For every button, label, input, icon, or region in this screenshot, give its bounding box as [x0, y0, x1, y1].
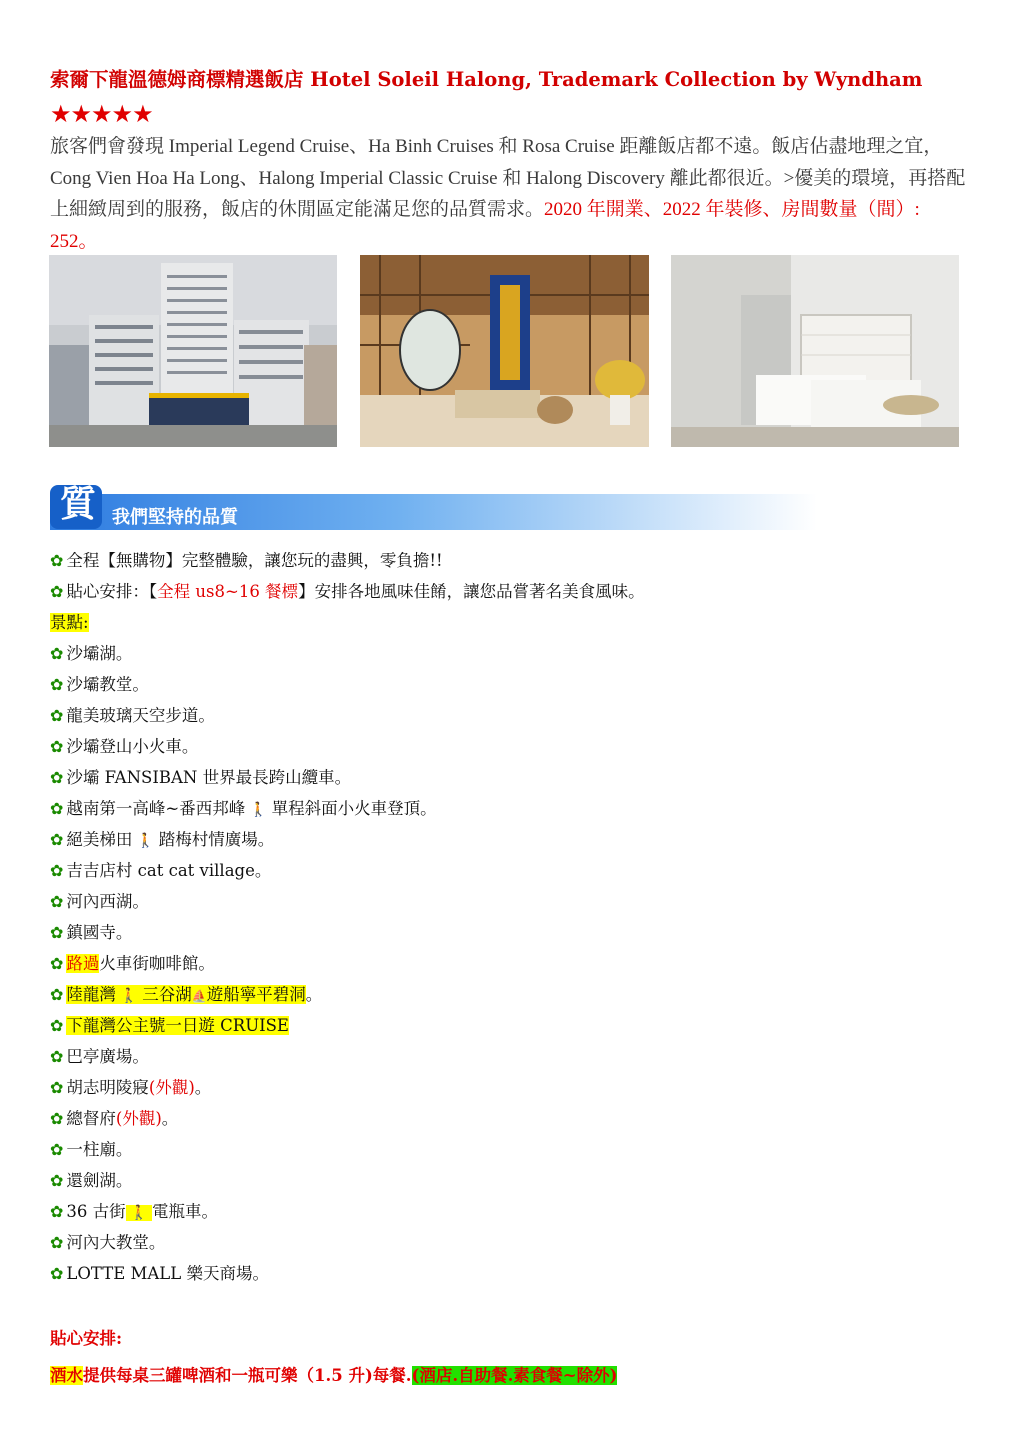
list-item: [50, 762, 980, 793]
hotel-description: [50, 131, 968, 257]
list-item: [50, 1041, 980, 1072]
list-item: [50, 576, 980, 607]
attraction-text: 沙壩教堂。: [66, 675, 149, 694]
description-highlight: 2020 年開業、2022 年裝修、房間數量（間）: 252。: [50, 199, 920, 252]
list-item: [50, 1165, 980, 1196]
drink-text: 提供每桌三罐啤酒和一瓶可樂（1.5 升)每餐.: [83, 1366, 412, 1385]
note-title: 貼心安排:: [50, 1329, 123, 1348]
attraction-text: 踏梅村情廣場。: [158, 830, 275, 849]
attraction-text: 河內大教堂。: [66, 1233, 166, 1252]
quality-text: 全程【無購物】完整體驗，讓您玩的盡興，零負擔!!: [66, 551, 443, 570]
attraction-text: 沙壩登山小火車。: [66, 737, 199, 756]
flower-icon: ✿: [50, 1047, 64, 1066]
itinerary-list: [50, 545, 980, 1289]
quality-banner: [50, 480, 817, 530]
hotel-title: 索爾下龍溫德姆商標精選飯店 Hotel Soleil Halong, Trademark Collection by Wyndham: [50, 68, 923, 91]
star-rating: ★★★★★: [50, 100, 153, 128]
banner-badge: 質: [60, 484, 97, 525]
flower-icon: ✿: [50, 1202, 64, 1221]
flower-icon: ✿: [50, 830, 64, 849]
flower-icon: ✿: [50, 551, 64, 570]
attraction-text: 沙壩湖。: [66, 644, 133, 663]
attraction-text: 龍美玻璃天空步道。: [66, 706, 215, 725]
attraction-text: 吉吉店村 cat cat village。: [66, 861, 272, 880]
meal-standard: 全程 us8~16 餐標: [157, 582, 299, 601]
list-item: [50, 700, 980, 731]
flower-icon: ✿: [50, 675, 64, 694]
attraction-text: 。: [194, 1078, 212, 1097]
flower-icon: ✿: [50, 644, 64, 663]
attraction-text: 。: [305, 985, 323, 1004]
flower-icon: ✿: [50, 1016, 64, 1035]
list-item: [50, 607, 980, 638]
list-item: [50, 824, 980, 855]
list-item: [50, 948, 980, 979]
attraction-text: 電瓶車。: [152, 1202, 218, 1221]
person-icon: 🚶: [115, 988, 143, 1004]
attraction-text: 火車街咖啡館。: [99, 954, 215, 973]
flower-icon: ✿: [50, 1264, 64, 1283]
list-item: [50, 1258, 980, 1289]
exterior-note: (外觀): [115, 1109, 162, 1128]
attraction-text: 遊船寧平碧洞: [206, 985, 306, 1004]
attraction-text: LOTTE MALL 樂天商場。: [66, 1264, 269, 1283]
attraction-text: 36 古街: [66, 1202, 126, 1221]
attraction-text: 還劍湖。: [66, 1171, 133, 1190]
drink-exception: (酒店.自助餐.素食餐~除外): [411, 1366, 618, 1385]
hotel-exterior-photo: [49, 255, 337, 447]
flower-icon: ✿: [50, 737, 64, 756]
list-item: [50, 1072, 980, 1103]
attraction-text: 巴亭廣場。: [66, 1047, 149, 1066]
person-icon: 🚶: [245, 802, 272, 818]
list-item: [50, 1196, 980, 1227]
banner-title: 我們堅持的品質: [112, 507, 238, 528]
attraction-text: 沙壩 FANSIBAN 世界最長跨山纜車。: [66, 768, 352, 787]
flower-icon: ✿: [50, 582, 64, 601]
attraction-text: 單程斜面小火車登頂。: [271, 799, 437, 818]
attraction-text: 河內西湖。: [66, 892, 149, 911]
flower-icon: ✿: [50, 799, 64, 818]
person-icon: 🚶: [132, 833, 159, 849]
hotel-lobby-photo: [360, 255, 649, 447]
attraction-text: 越南第一高峰~番西邦峰: [66, 799, 246, 818]
attraction-text: 胡志明陵寢: [66, 1078, 149, 1097]
person-icon: 🚶: [125, 1205, 152, 1221]
list-item: [50, 638, 980, 669]
attraction-text: 下龍灣公主號一日遊 CRUISE: [66, 1016, 289, 1035]
list-item: [50, 1134, 980, 1165]
flower-icon: ✿: [50, 1233, 64, 1252]
attraction-text: 總督府: [66, 1109, 116, 1128]
attraction-text: 陸龍灣: [66, 985, 116, 1004]
list-item: [50, 545, 980, 576]
list-item: [50, 1010, 980, 1041]
quality-text: 貼心安排：【: [66, 582, 158, 601]
list-item: [50, 731, 980, 762]
flower-icon: ✿: [50, 861, 64, 880]
list-item: [50, 669, 980, 700]
attraction-text: 一柱廟。: [66, 1140, 133, 1159]
hotel-room-photo: [671, 255, 959, 447]
drink-label: 酒水: [50, 1366, 83, 1385]
flower-icon: ✿: [50, 1140, 64, 1159]
description-text: 旅客們會發現 Imperial Legend Cruise、Ha Binh Cruises 和 Rosa Cruise 距離飯店都不遠。飯店佔盡地理之宜，Cong Vien Hoa Ha Long、Halong Imperial Classic Cruise 和 Halong Discovery 離此都很近。>優美的環境，再搭配上細緻周到的服務，飯店的休閒區定能滿足您的品質需求。: [50, 136, 966, 220]
boat-icon: ⛵: [191, 989, 207, 1003]
flower-icon: ✿: [50, 923, 64, 942]
attraction-text: 。: [161, 1109, 179, 1128]
flower-icon: ✿: [50, 768, 64, 787]
flower-icon: ✿: [50, 1109, 64, 1128]
flower-icon: ✿: [50, 985, 64, 1004]
quality-text: 】安排各地風味佳餚，讓您品嘗著名美食風味。: [298, 582, 645, 601]
attractions-label: 景點:: [50, 613, 89, 632]
list-item: [50, 855, 980, 886]
flower-icon: ✿: [50, 954, 64, 973]
list-item: [50, 793, 980, 824]
flower-icon: ✿: [50, 892, 64, 911]
attraction-text: 絕美梯田: [66, 830, 133, 849]
list-item: [50, 1103, 980, 1134]
list-item: [50, 1227, 980, 1258]
flower-icon: ✿: [50, 1078, 64, 1097]
drink-note: [50, 1362, 617, 1386]
list-item: [50, 979, 980, 1010]
attraction-text: 鎮國寺。: [66, 923, 133, 942]
exterior-note: (外觀): [148, 1078, 195, 1097]
list-item: [50, 886, 980, 917]
attraction-text: 三谷湖: [142, 985, 192, 1004]
list-item: [50, 917, 980, 948]
flower-icon: ✿: [50, 1171, 64, 1190]
attraction-highlight: 路過: [66, 954, 100, 973]
flower-icon: ✿: [50, 706, 64, 725]
